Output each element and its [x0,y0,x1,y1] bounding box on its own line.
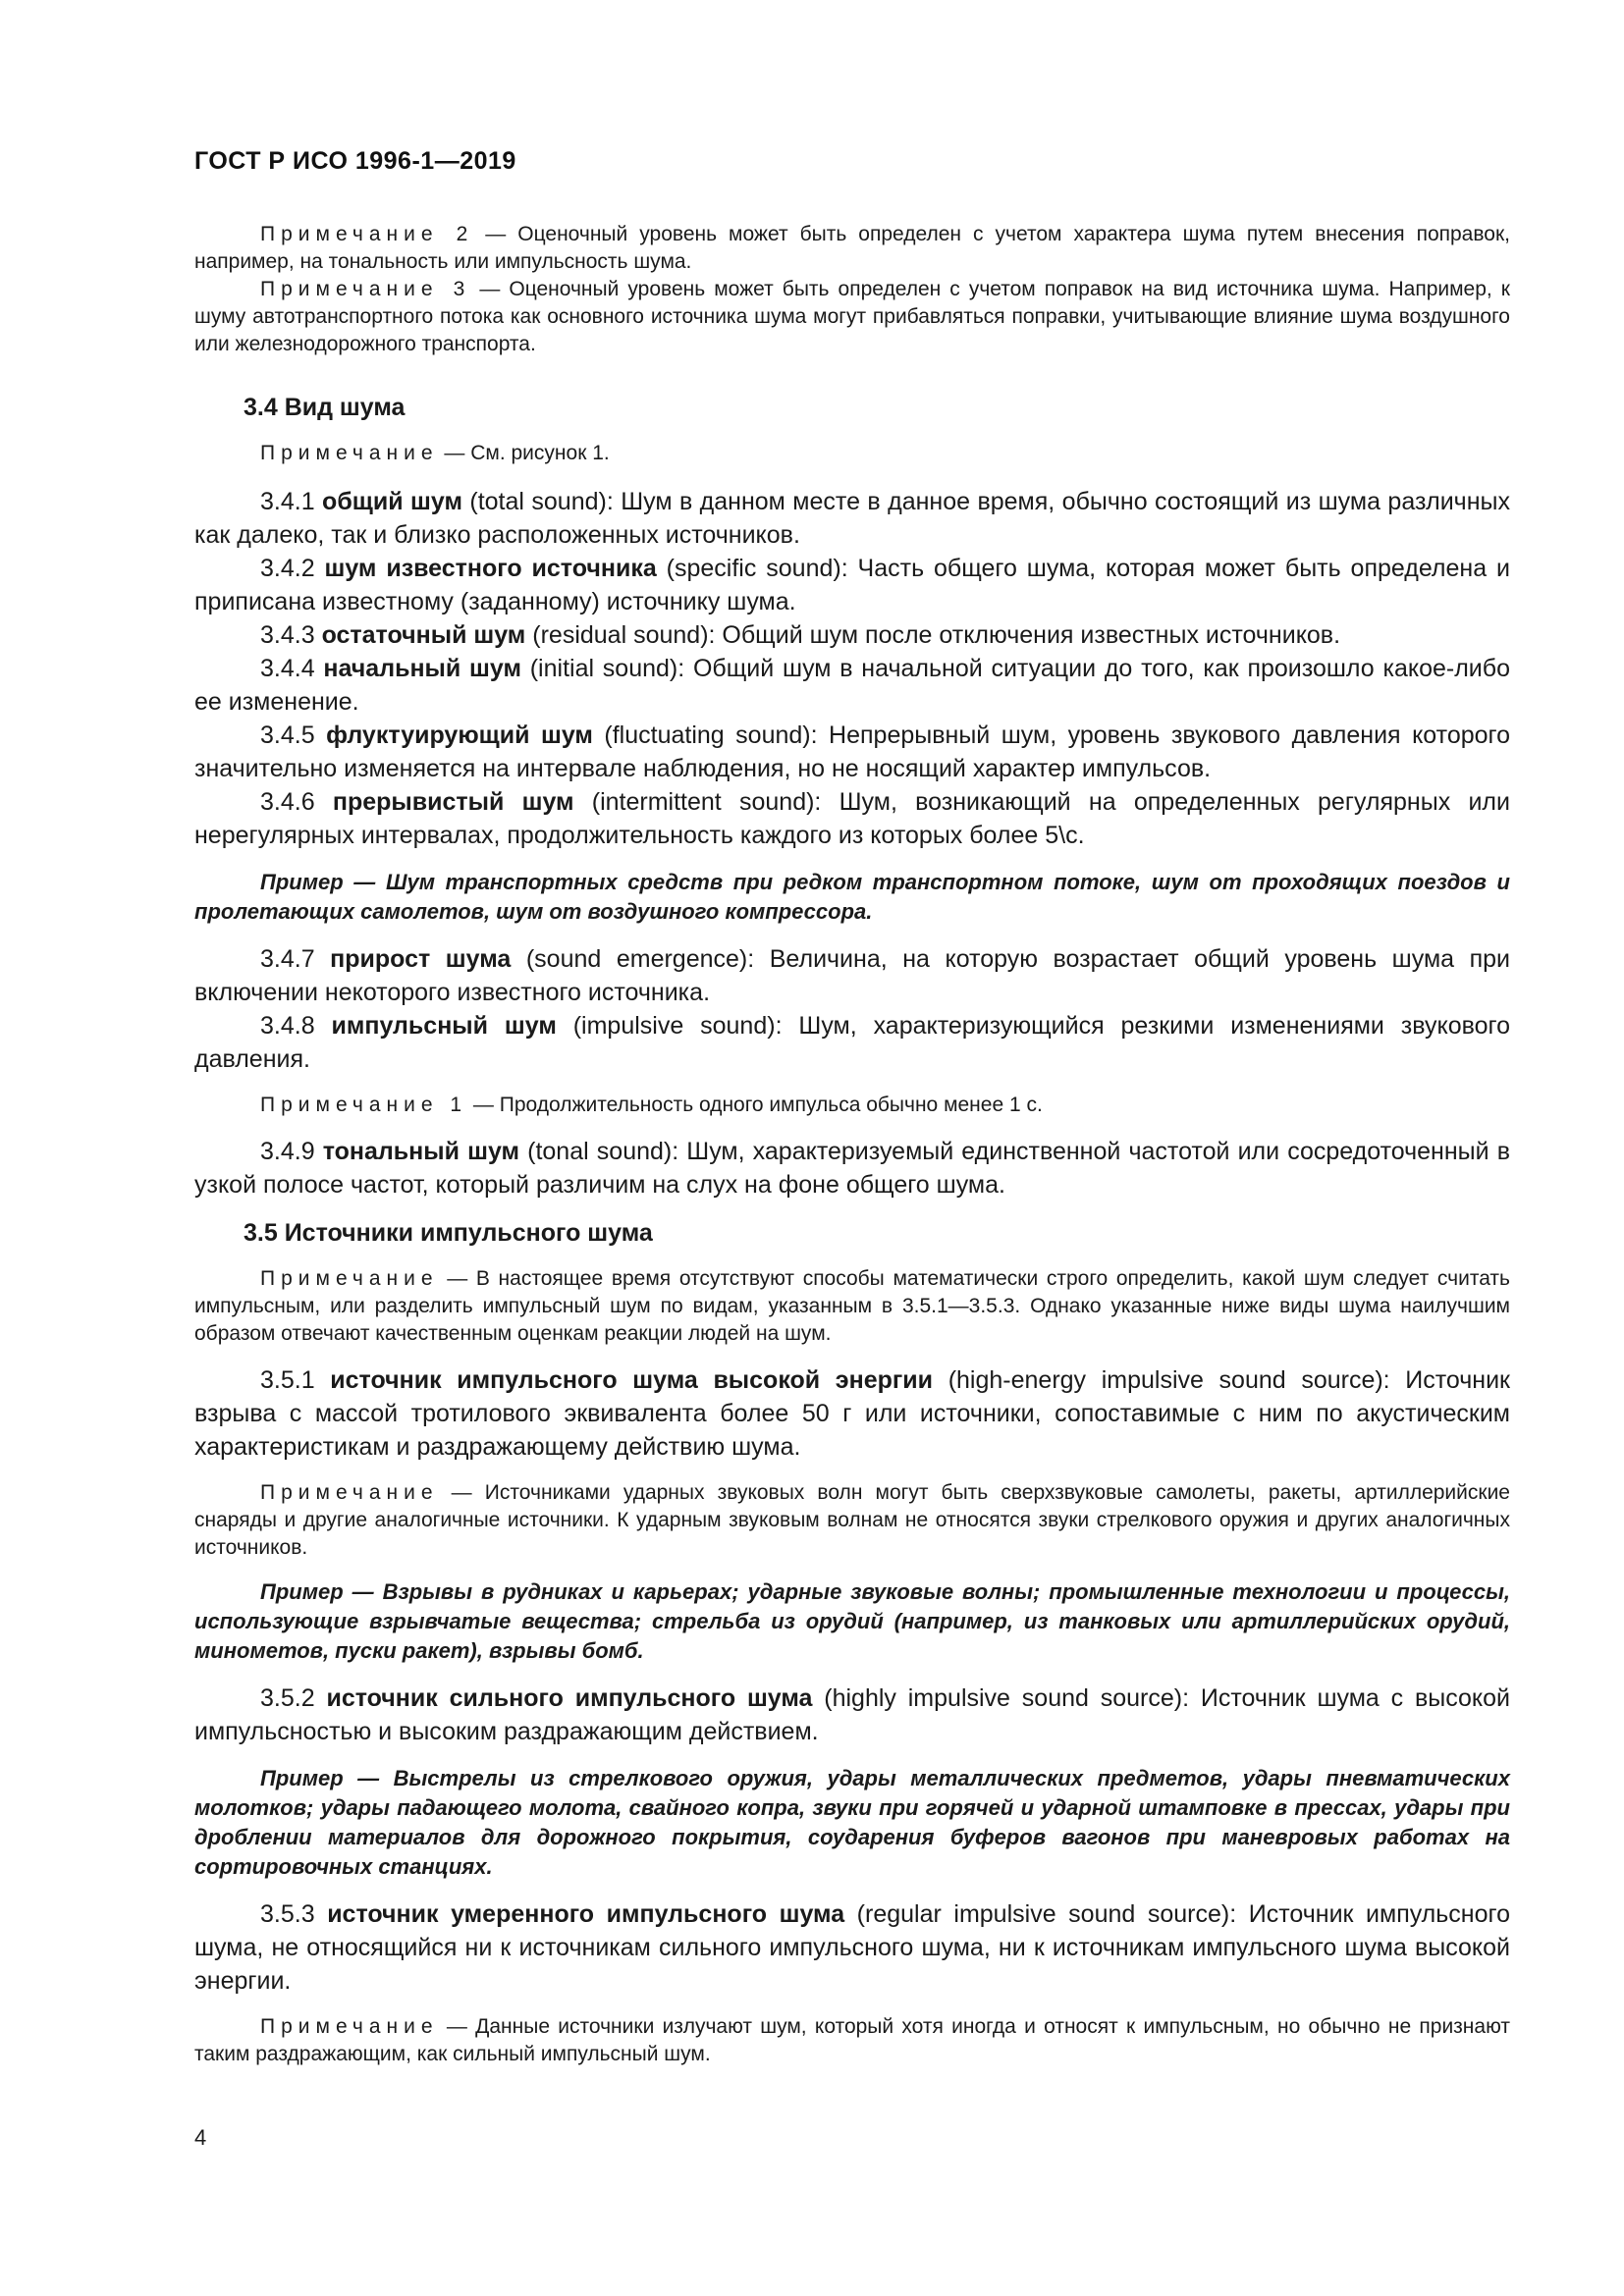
term-3-4-2: 3.4.2 шум известного источника (specific sound): Часть общего шума, которая может быть определена и приписана известному (заданному) источнику шума. [194,555,1510,615]
term-3-4-6: 3.4.6 прерывистый шум (intermittent sound): Шум, возникающий на определенных регулярных или нерегулярных интервалах, продолжительность каждого из которых более 5\с. [194,788,1510,849]
terms-3-4-block [194,485,1510,852]
term-3-4-1: 3.4.1 общий шум (total sound): Шум в данном месте в данное время, обычно состоящий из шума различных как далеко, так и близко расположенных источников. [194,488,1510,549]
example-3-4-6: Пример — Шум транспортных средств при редком транспортном потоке, шум от проходящих поездов и пролетающих самолетов, шум от воздушного компрессора. [194,870,1510,924]
note-3-5: Примечание — В настоящее время отсутствуют способы математически строго определить, какой шум следует считать импульсным, или разделить импульсный шум по видам, указанным в 3.5.1—3.5.3. Однако указанные ниже виды шума наилучшим образом отвечают качественным оценкам реакции людей на шум. [194,1267,1510,1345]
term-3-5-3: 3.5.3 источник умеренного импульсного шума (regular impulsive sound source): Источник импульсного шума, не относящийся ни к источникам сильного импульсного шума, ни к источникам импульсного шума высокой энергии. [194,1900,1510,1995]
note-3-4: Примечание — См. рисунок 1. [260,442,610,464]
example-3-5-2: Пример — Выстрелы из стрелкового оружия, удары металлических предметов, удары пневматических молотков; удары падающего молота, свайного копра, звуки при горячей и ударной штамповке в прессах, удары при дроблении материалов для дорожного покрытия, соударения буферов вагонов при маневровых работах на сортировочных станциях. [194,1766,1510,1879]
term-3-5-1: 3.5.1 источник импульсного шума высокой энергии (high-energy impulsive sound source): Источник взрыва с массой тротилового эквивалента более 50 г или источники, сопоставимые с ним по акустическим характеристикам и раздражающему действию шума. [194,1366,1510,1461]
note-3-5-3: Примечание — Данные источники излучают шум, который хотя иногда и относят к импульсным, но обычно не признают таким раздражающим, как сильный импульсный шум. [194,2015,1510,2065]
example-3-5-1: Пример — Взрывы в рудниках и карьерах; ударные звуковые волны; промышленные технологии и процессы, использующие взрывчатые вещества; стрельба из орудий (например, из танковых или артиллерийских орудий, минометов, пуски ракет), взрывы бомб. [194,1579,1510,1663]
term-3-4-3: 3.4.3 остаточный шум (residual sound): Общий шум после отключения известных источников. [260,621,1341,649]
note-3-5-1: Примечание — Источниками ударных звуковых волн могут быть сверхзвуковые самолеты, ракеты, артиллерийские снаряды и другие аналогичные источники. К ударным звуковым волнам не относятся звуки стрелкового оружия и других аналогичных источников. [194,1481,1510,1559]
term-3-4-4: 3.4.4 начальный шум (initial sound): Общий шум в начальной ситуации до того, как произошло какое-либо ее изменение. [194,655,1510,716]
section-heading-3-4: 3.4 Вид шума [244,394,406,421]
section-heading-3-5: 3.5 Источники импульсного шума [244,1219,653,1247]
term-3-4-9: 3.4.9 тональный шум (tonal sound): Шум, характеризуемый единственной частотой или сосредоточенный в узкой полосе частот, который различим на слух на фоне общего шума. [194,1138,1510,1199]
term-3-5-2: 3.5.2 источник сильного импульсного шума (highly impulsive sound source): Источник шума с высокой импульсностью и высоким раздражающим действием. [194,1684,1510,1745]
document-header: ГОСТ Р ИСО 1996-1—2019 [194,147,516,175]
term-3-4-5: 3.4.5 флуктуирующий шум (fluctuating sound): Непрерывный шум, уровень звукового давления которого значительно изменяется на интервале наблюдения, но не носящий характер импульсов. [194,721,1510,782]
term-3-4-8: 3.4.8 импульсный шум (impulsive sound): Шум, характеризующийся резкими изменениями звукового давления. [194,1012,1510,1073]
note-3: Примечание 3 — Оценочный уровень может быть определен с учетом поправок на вид источника шума. Например, к шуму автотранспортного потока как основного источника шума могут прибавляться поправки, учитывающие влияние шума воздушного или железнодорожного транспорта. [194,278,1510,355]
terms-3-4-7-block [194,942,1510,1076]
note-3-4-8: Примечание 1 — Продолжительность одного импульса обычно менее 1 с. [260,1094,1043,1116]
term-3-4-7: 3.4.7 прирост шума (sound emergence): Величина, на которую возрастает общий уровень шума при включении некоторого известного источника. [194,945,1510,1006]
note-2: Примечание 2 — Оценочный уровень может быть определен с учетом характера шума путем внесения поправок, например, на тональность или импульсность шума. [194,223,1510,273]
page-number: 4 [194,2125,207,2150]
page-content [194,221,1510,2068]
